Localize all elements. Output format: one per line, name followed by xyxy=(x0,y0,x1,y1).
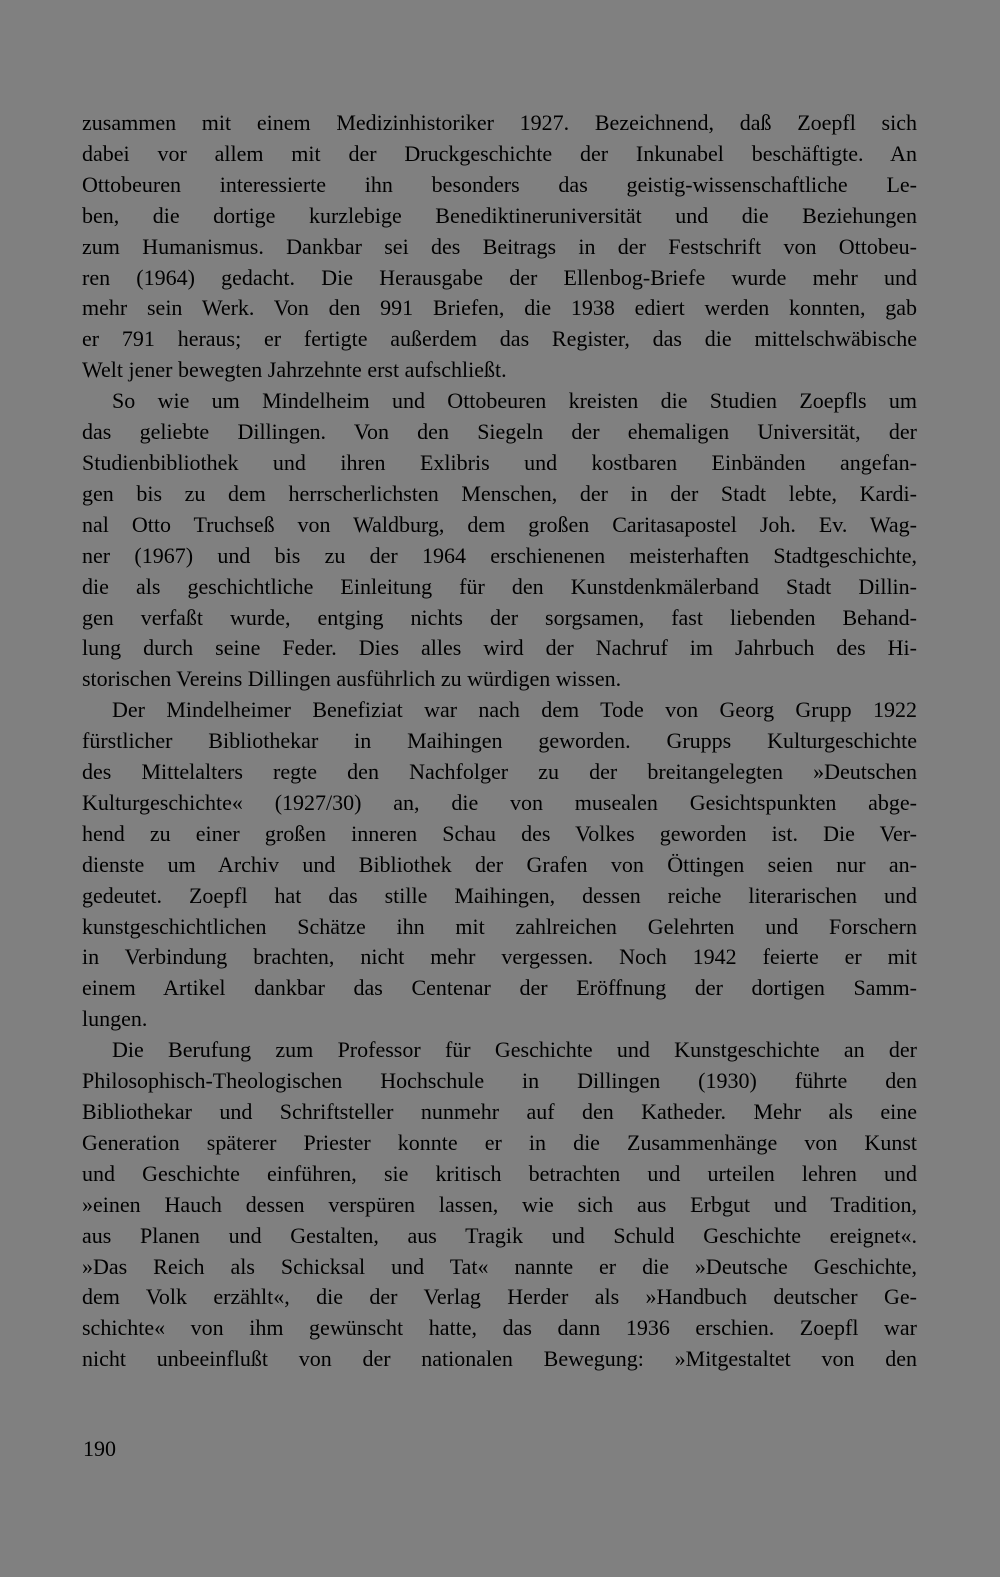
text-line: des Mittelalters regte den Nachfolger zu der breitangelegten »Deutschen xyxy=(82,759,917,785)
text-line: er 791 heraus; er fertigte außerdem das Register, das die mittelschwäbische xyxy=(82,326,917,352)
text-line: gedeutet. Zoepfl hat das stille Maihingen, dessen reiche literarischen und xyxy=(82,882,917,908)
paragraph-2 xyxy=(82,386,917,695)
text-line: Die Berufung zum Professor für Geschichte und Kunstgeschichte an der xyxy=(112,1037,917,1063)
text-line: nicht unbeeinflußt von der nationalen Bewegung: »Mitgestaltet von den xyxy=(82,1346,917,1372)
text-line: Generation späterer Priester konnte er in die Zusammenhänge von Kunst xyxy=(82,1129,917,1155)
text-line: »einen Hauch dessen verspüren lassen, wie sich aus Erbgut und Tradition, xyxy=(82,1191,917,1217)
text-line: gen verfaßt wurde, entging nichts der sorgsamen, fast liebenden Behand- xyxy=(82,604,917,630)
paragraph-3 xyxy=(82,695,917,1035)
text-line: dem Volk erzählt«, die der Verlag Herder als »Handbuch deutscher Ge- xyxy=(82,1284,917,1310)
text-line: lung durch seine Feder. Dies alles wird der Nachruf im Jahrbuch des Hi- xyxy=(82,635,917,661)
text-line: zusammen mit einem Medizinhistoriker 1927. Bezeichnend, daß Zoepfl sich xyxy=(82,110,917,135)
text-line: zum Humanismus. Dankbar sei des Beitrags in der Festschrift von Ottobeu- xyxy=(82,233,917,259)
text-line: fürstlicher Bibliothekar in Maihingen geworden. Grupps Kulturgeschichte xyxy=(82,728,917,754)
text-line: Bibliothekar und Schriftsteller nunmehr auf den Katheder. Mehr als eine xyxy=(82,1099,917,1124)
text-line: einem Artikel dankbar das Centenar der Eröffnung der dortigen Samm- xyxy=(82,975,917,1001)
text-line: Studienbibliothek und ihren Exlibris und kostbaren Einbänden angefan- xyxy=(82,449,917,475)
text-line: Der Mindelheimer Benefiziat war nach dem Tode von Georg Grupp 1922 xyxy=(112,697,917,723)
text-line: und Geschichte einführen, sie kritisch betrachten und urteilen lehren und xyxy=(82,1160,917,1186)
text-line: »Das Reich als Schicksal und Tat« nannte er die »Deutsche Geschichte, xyxy=(82,1253,917,1279)
text-line: ben, die dortige kurzlebige Benediktineruniversität und die Beziehungen xyxy=(82,202,917,228)
page-body xyxy=(82,108,917,1375)
text-line: ren (1964) gedacht. Die Herausgabe der Ellenbog-Briefe wurde mehr und xyxy=(82,264,917,290)
text-line: nal Otto Truchseß von Waldburg, dem großen Caritasapostel Joh. Ev. Wag- xyxy=(82,511,917,537)
text-line: gen bis zu dem herrscherlichsten Menschen, der in der Stadt lebte, Kardi- xyxy=(82,480,917,506)
text-line: aus Planen und Gestalten, aus Tragik und Schuld Geschichte ereignet«. xyxy=(82,1222,917,1248)
text-line: Ottobeuren interessierte ihn besonders das geistig-wissenschaftliche Le- xyxy=(82,171,917,197)
paragraph-1 xyxy=(82,108,917,386)
text-line: in Verbindung brachten, nicht mehr vergessen. Noch 1942 feierte er mit xyxy=(82,944,917,970)
text-line: Welt jener bewegten Jahrzehnte erst aufschließt. xyxy=(82,357,507,383)
text-line: So wie um Mindelheim und Ottobeuren kreisten die Studien Zoepfls um xyxy=(112,388,917,414)
text-line: schichte« von ihm gewünscht hatte, das dann 1936 erschien. Zoepfl war xyxy=(82,1315,917,1341)
text-line: dabei vor allem mit der Druckgeschichte der Inkunabel beschäftigte. An xyxy=(82,140,917,166)
paragraph-4 xyxy=(82,1035,917,1375)
text-line: die als geschichtliche Einleitung für den Kunstdenkmälerband Stadt Dillin- xyxy=(82,573,917,599)
text-line: dienste um Archiv und Bibliothek der Grafen von Öttingen seien nur an- xyxy=(82,851,917,877)
text-line: lungen. xyxy=(82,1006,148,1032)
text-line: Philosophisch-Theologischen Hochschule in Dillingen (1930) führte den xyxy=(82,1068,917,1094)
text-line: storischen Vereins Dillingen ausführlich zu würdigen wissen. xyxy=(82,666,622,692)
text-line: hend zu einer großen inneren Schau des Volkes geworden ist. Die Ver- xyxy=(82,820,917,846)
text-line: kunstgeschichtlichen Schätze ihn mit zahlreichen Gelehrten und Forschern xyxy=(82,913,917,939)
text-line: das geliebte Dillingen. Von den Siegeln der ehemaligen Universität, der xyxy=(82,419,917,445)
text-line: Kulturgeschichte« (1927/30) an, die von musealen Gesichtspunkten abge- xyxy=(82,789,917,815)
text-line: ner (1967) und bis zu der 1964 erschienenen meisterhaften Stadtgeschichte, xyxy=(82,542,917,568)
page-number: 190 xyxy=(83,1436,116,1461)
text-line: mehr sein Werk. Von den 991 Briefen, die 1938 ediert werden konnten, gab xyxy=(82,295,917,321)
